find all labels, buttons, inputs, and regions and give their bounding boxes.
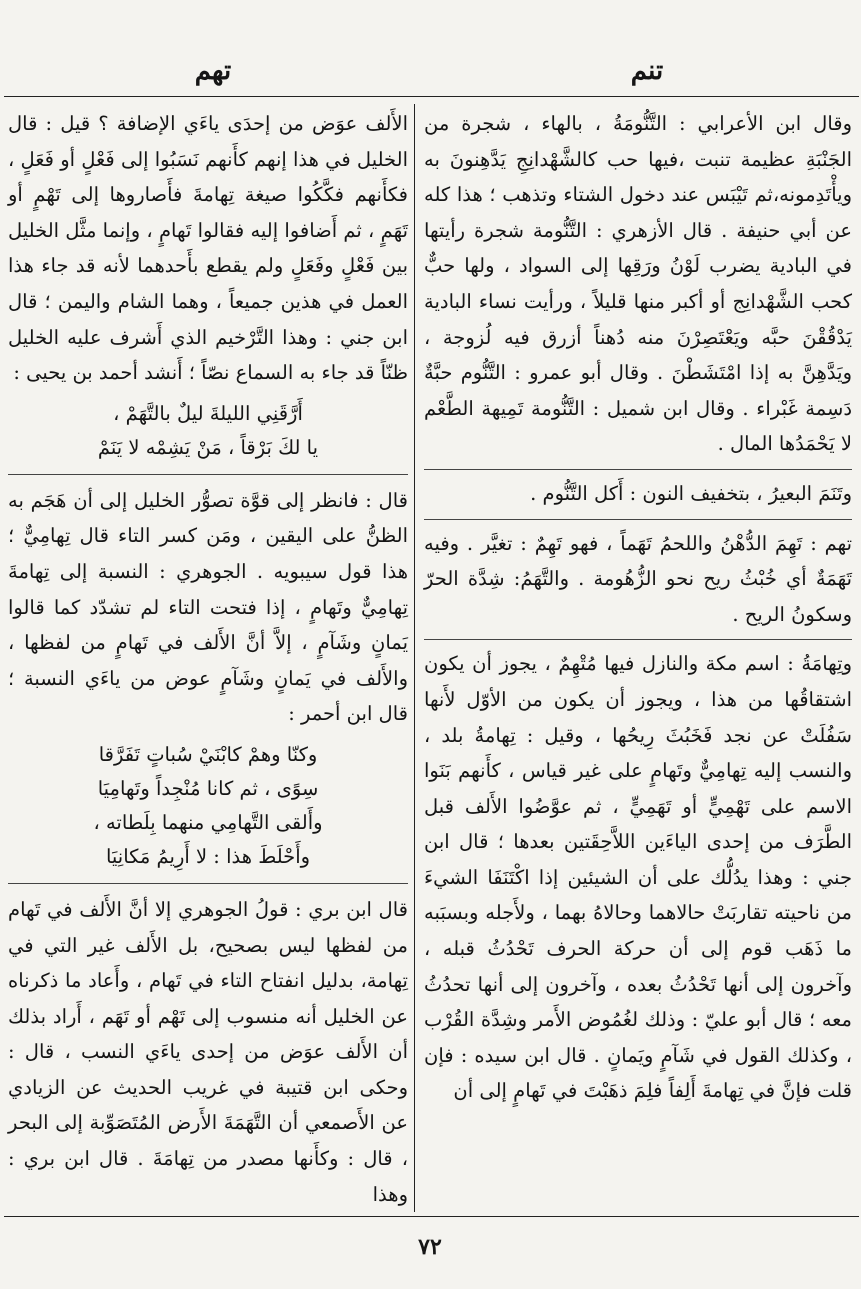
page-number: ٧٢ — [418, 1234, 442, 1260]
paragraph: تهم : تَهِمَ الدُّهْنُ واللحمُ تَهَماً ، فهو تَهِمٌ : تغيَّر . وفيه تَهَمَةٌ أي خُبْثُ ريح نحو الزُّهُومة . والتَّهَمُ: شِدَّة الحرّ وسكونُ الريح . — [424, 531, 852, 626]
separator — [424, 639, 852, 640]
top-rule — [4, 96, 859, 97]
verse-line: وأَلقى التَّهامِي منهما بِلَطاته ، — [93, 810, 323, 834]
separator — [424, 519, 852, 520]
paragraph: وتِهامَةُ : اسم مكة والنازل فيها مُتْهِمٌ ، يجوز أن يكون اشتقاقُها من هذا ، ويجوز أن يكون من الأوّل لأَنها سَفُلَتْ عن نجد فَخَبُثَ رِيحُها ، وقيل : تِهامةُ بلد ، والنسب إليه تِهامِيٌّ وتَهامٍ على غير قياس ، كأَنهم بَنَوا الاسم على تَهْمِيٍّ أو تَهَمِيٍّ ، ثم عوَّضُوا الأَلف قبل الطَّرَف من إحدى الياءَين اللاَّحِقَتين بعدها ؛ قال ابن جني : وهذا يدُلُّك على أن الشيئين إذا اكْتَنَفَا الشيءَ من ناحيته تقاربَتْ حالاهما وحالاهُ بهما ، ولأَجله وبسبَبه ما ذَهَب قوم إلى أن حركة الحرف تَحْدُثُ قبله ، وآخرون إلى أنها تَحْدُثُ بعده ، وآخرون إلى أنها تحدُثُ معه ؛ قال أبو عليّ : وذلك لغُمُوض الأَمر وشِدَّة القُرْب ، وكذلك القول في شَآمٍ ويَمانٍ . قال ابن سيده : فإن قلت فإنَّ في تِهامةَ أَلِفاً فلِمَ ذهَبْتَ في تَهامٍ إلى أن — [424, 652, 852, 1103]
verse-line: وأَحْلَطَ هذا : لا أَرِيمُ مَكانِيَا — [105, 844, 311, 868]
separator — [8, 883, 408, 884]
separator — [424, 469, 852, 470]
verse-line: وكنّا وهمْ كابْنَيْ سُباتٍ تَفَرَّقا — [98, 742, 318, 766]
verse-line: يا لكَ بَرْقاً ، مَنْ يَشِمْه لا يَنَمْ — [97, 435, 319, 459]
verse-line: أَرَّقَنِي الليلةَ ليلٌ بالتَّهَمْ ، — [113, 401, 303, 425]
column-divider — [414, 104, 415, 1212]
paragraph: الأَلف عوَض من إحدَى ياءَي الإضافة ؟ قيل : قال الخليل في هذا إنهم كأَنهم نَسَبُوا إلى فَعْلٍ أو فَعَلٍ ، فكأَنهم فكَّكُوا صيغة تِهامةَ فأَصاروها إلى تَهْمٍ أو تَهَمٍ ، ثم أَضافوا إليه فقالوا تَهامٍ ، وإنما مثَّل الخليل بين فَعْلٍ وفَعَلٍ ولم يقطع بأَحدهما لأنه قد جاء هذا العمل في هذين جميعاً ، وهما الشام واليمن ؛ قال ابن جني : وهذا التَّرْخيم الذي أَشرف عليه الخليل ظنّاً قد جاء به السماع نصّاً ؛ أَنشد أحمد بن يحيى : — [8, 112, 408, 385]
left-column — [8, 106, 408, 1212]
verse — [8, 738, 408, 874]
paragraph: وتَنَمَ البعيرُ ، بتخفيف النون : أَكل التَّنُّوم . — [530, 481, 852, 505]
right-column — [424, 106, 852, 1109]
header-word-right: تنم — [630, 56, 664, 86]
bottom-rule — [4, 1216, 859, 1217]
header-word-left: تهم — [194, 56, 232, 86]
verse — [8, 397, 408, 465]
verse-line: سِوًى ، ثم كانا مُنْجِداً وتَهامِيَا — [97, 776, 319, 800]
paragraph: قال ابن بري : قولُ الجوهري إلا أنَّ الأَلف في تَهام من لفظها ليس بصحيح، بل الأَلف غير التي في تِهامة، بدليل انفتاح التاء في تَهام ، وأَعاد ما ذكرناه عن الخليل أنه منسوب إلى تَهْم أو تَهَم ، أَراد بذلك أن الأَلف عوَض من إحدى ياءَي النسب ، قال : وحكى ابن قتيبة في غريب الحديث عن الزيادي عن الأَصمعي أن التَّهَمَةَ الأَرض المُتَصَوِّبة إلى البحر ، قال : وكأَنها مصدر من تِهامَةَ . قال ابن بري : وهذا — [8, 897, 408, 1206]
paragraph: قال : فانظر إلى قوَّة تصوُّر الخليل إلى أن هَجَم به الظنُّ على اليقين ، ومَن كسر التاء قال تِهامِيٌّ ؛ هذا قول سيبويه . الجوهري : النسبة إلى تِهامةَ تِهامِيٌّ وتَهامٍ ، إذا فتحت التاء لم تشدّد كما قالوا يَمانٍ وشَآمٍ ، إلاَّ أنَّ الأَلف في تَهامٍ من لفظها ، والأَلف في يَمانٍ وشَآمٍ عوض من ياءَي النسبة ؛ قال ابن أحمر : — [8, 488, 408, 726]
paragraph: وقال ابن الأعرابي : التَّنُّومَةُ ، بالهاء ، شجرة من الجَنْبَةِ عظيمة تنبت ،فيها حب كالشَّهْدانِجِ يَدَّهِنونَ به ويأْتَدِمونه،ثم تَيْبَس عند دخول الشتاء وتذهب ؛ هذا كله عن أبي حنيفة . قال الأزهري : التَّنُّومة شجرة رأيتها في البادية يضرب لَوْنُ ورَقِها إلى السواد ، ولها حبٌّ كحب الشَّهْدانِج أو أكبر منها قليلاً ، ورأيت نساء البادية يَدْقُقْنَ حبَّه ويَعْتَصِرْنَ منه دُهناً أزرق فيه لُزوجة ، ويَدَّهِنَّ به إذا امْتَشَطْنَ . وقال أبو عمرو : التَّنُّوم حبَّةٌ دَسِمة غَبْراء . وقال ابن شميل : التَّنُّومة تَمِيهة الطَّعْم لا يَحْمَدُها المال . — [424, 112, 852, 456]
separator — [8, 474, 408, 475]
